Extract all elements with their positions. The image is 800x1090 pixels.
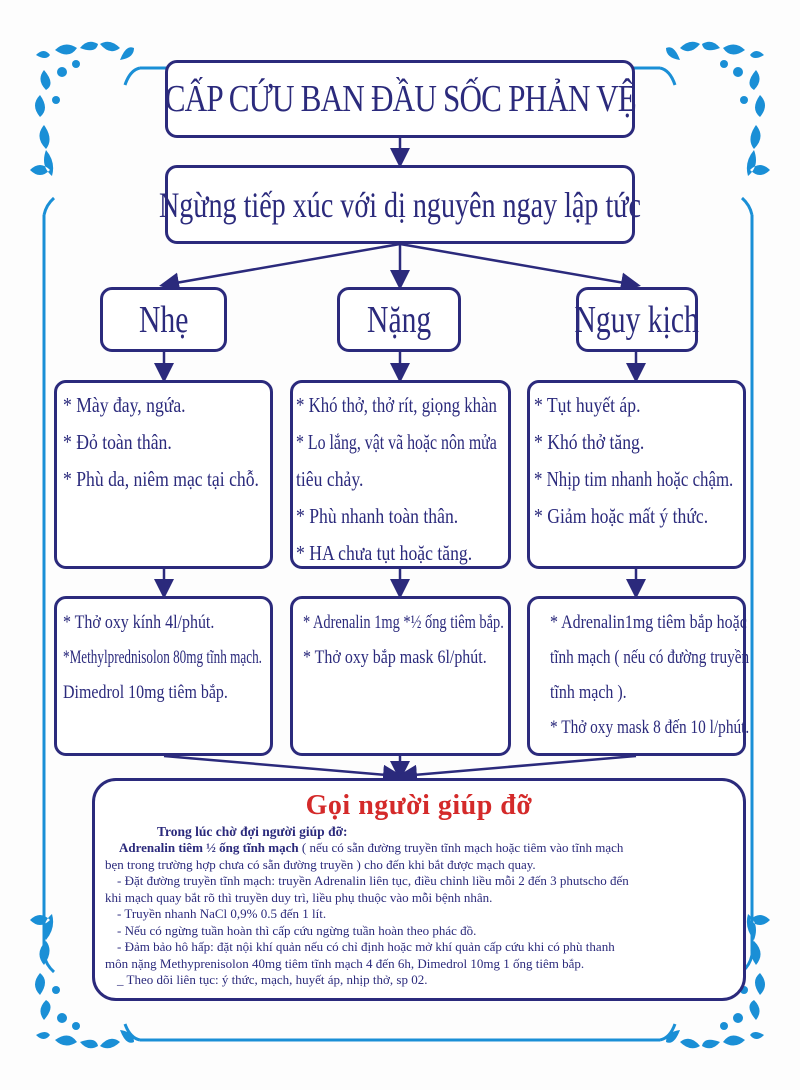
category-label: Nguy kịch xyxy=(574,298,700,341)
symptoms-box-nguy-kich xyxy=(527,380,746,569)
corner-ornament-top-right xyxy=(666,42,770,176)
help-title: Gọi người giúp đỡ xyxy=(305,790,533,821)
treatment-item: *Methylprednisolon 80mg tĩnh mạch. xyxy=(63,647,262,668)
symptom-item: * Lo lắng, vật vã hoặc nôn mửa xyxy=(296,430,497,454)
help-line: môn nặng Methyprenisolon 40mg tiêm tĩnh mạch 4 đến 6h, Dimedrol 10mg 1 ống tiêm bắp. xyxy=(105,955,585,971)
first-step-box xyxy=(159,165,642,244)
symptom-item: * Phù da, niêm mạc tại chỗ. xyxy=(63,467,259,491)
category-box-nhe xyxy=(100,287,227,352)
corner-ornament-top-left xyxy=(30,42,134,176)
arrow-step-to-nhe xyxy=(164,244,400,285)
treatment-box-nang xyxy=(290,596,511,756)
symptom-item: * Khó thở, thở rít, giọng khàn xyxy=(296,393,497,417)
help-line xyxy=(105,840,733,857)
category-box-nang xyxy=(337,287,461,352)
help-line-bold: Adrenalin tiêm ½ ống tĩnh mạch xyxy=(119,840,299,855)
symptom-item: * Đỏ toàn thân. xyxy=(63,430,172,454)
symptoms-box-nhe xyxy=(54,380,273,569)
category-label: Nhẹ xyxy=(138,298,189,341)
call-for-help-box xyxy=(92,778,746,1001)
arrow-nguy-kich-to-help xyxy=(402,756,636,776)
arrow-nhe-to-help xyxy=(164,756,398,776)
page-title: CẤP CỨU BAN ĐẦU SỐC PHẢN VỆ xyxy=(164,78,636,120)
help-line: - Nếu có ngừng tuần hoàn thì cấp cứu ngừng tuần hoàn theo phác đồ. xyxy=(117,922,477,938)
help-line: - Đặt đường truyền tĩnh mạch: truyền Adrenalin liên tục, điều chỉnh liều mỗi 2 đến 3 phutscho đến xyxy=(117,873,629,888)
treatment-item: tĩnh mạch ). xyxy=(550,682,627,703)
treatment-box-nhe xyxy=(54,596,273,756)
help-subtitle: Trong lúc chờ đợi người giúp đỡ: xyxy=(157,824,348,839)
title-box xyxy=(165,60,635,138)
symptom-item: * Phù nhanh toàn thân. xyxy=(296,504,459,528)
help-line: - Truyền nhanh NaCl 0,9% 0.5 đến 1 lít. xyxy=(117,906,327,921)
symptom-item: * HA chưa tụt hoặc tăng. xyxy=(296,541,473,565)
symptom-item: * Giảm hoặc mất ý thức. xyxy=(534,504,709,528)
help-line: khi mạch quay bắt rõ thì truyền duy trì, liều phụ thuộc vào mỗi bệnh nhân. xyxy=(105,889,493,905)
treatment-item: * Adrenalin 1mg *½ ống tiêm bắp. xyxy=(303,612,504,633)
first-step-text: Ngừng tiếp xúc với dị nguyên ngay lập tức xyxy=(159,184,642,225)
treatment-item: * Thở oxy bắp mask 6l/phút. xyxy=(303,647,487,668)
treatment-item: * Thở oxy mask 8 đến 10 l/phút. xyxy=(550,717,750,738)
arrow-step-to-nguy-kich xyxy=(400,244,636,285)
help-line: _ Theo dõi liên tục: ý thức, mạch, huyết áp, nhịp thở, sp 02. xyxy=(117,972,428,987)
treatment-item: Dimedrol 10mg tiêm bắp. xyxy=(63,682,228,703)
help-line: bẹn trong trường hợp chưa có sẵn đường truyền ) cho đến khi bắt được mạch quay. xyxy=(105,856,536,872)
symptom-item: * Khó thở tăng. xyxy=(534,430,645,454)
treatment-item: tĩnh mạch ( nếu có đường truyền xyxy=(550,647,750,668)
symptom-item: * Nhịp tim nhanh hoặc chậm. xyxy=(534,467,734,491)
symptom-item: tiêu chảy. xyxy=(296,467,364,491)
category-label: Nặng xyxy=(366,298,432,341)
symptoms-box-nang xyxy=(290,380,511,569)
symptom-item: * Mày đay, ngứa. xyxy=(63,393,186,417)
treatment-box-nguy-kich xyxy=(527,596,750,756)
symptom-item: * Tụt huyết áp. xyxy=(534,393,641,417)
treatment-item: * Thở oxy kính 4l/phút. xyxy=(63,612,215,633)
help-line: - Đảm bảo hô hấp: đặt nội khí quản nếu có chỉ định hoặc mở khí quản cấp cứu khi có phù thanh xyxy=(117,939,615,954)
category-box-nguy-kich xyxy=(576,287,698,352)
treatment-item: * Adrenalin1mg tiêm bắp hoặc xyxy=(550,612,747,633)
help-line-rest: ( nếu có sẵn đường truyền tĩnh mạch hoặc tiêm vào tĩnh mạch xyxy=(298,840,624,855)
